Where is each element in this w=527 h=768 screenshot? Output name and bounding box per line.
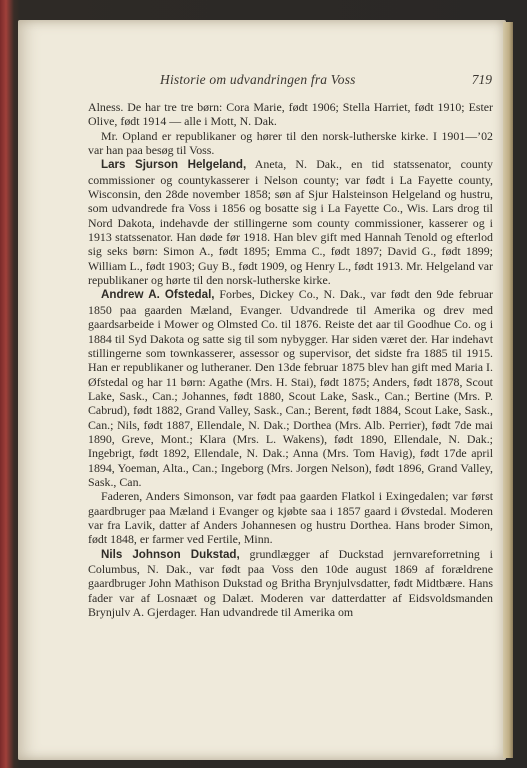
paragraph-faderen: Faderen, Anders Simonson, var født paa gaarden Flatkol i Exingedalen; var først gaardbruger paa Mæland i Evanger og kjøbte saa i 1857 gaard i Øvstedal. Moderen var fra Lavik, datter af Anders Johannesen og hustru Dorthea. Hans broder Simon, født 1848, er farmer ved Fertile, Minn.	[88, 489, 493, 547]
page-number: 719	[471, 72, 492, 87]
paragraph-opland: Mr. Opland er republikaner og hører til den norsk-lutherske kirke. I 1901—’02 var han paa besøg til Voss.	[88, 128, 493, 158]
entry-dukstad	[88, 547, 493, 620]
entry-text: Forbes, Dickey Co., N. Dak., var født den 9de februar 1850 paa gaarden Mæland, Evanger. Udvandrede til Amerika og drev med gaardsarbeide i Mower og Olmsted Co. til 1876. Reiste det aar til Goodhue Co. og i 1884 til Syd Dakota og satte sig til som nybygger. Har siden været der. Har indehavt stillingerne som townkasserer, assessor og supervisor, det sidste fra 1885 til 1915. Han er republikaner og lutheraner. Den 13de februar 1875 blev han gift med Maria I. Øfstedal og har 11 børn: Agathe (Mrs. H. Stai), født 1875; Anders, født 1878, Scout Lake, Sask., Can.; Johannes, født 1880, Scout Lake, Sask., Can.; Bertine (Mrs. P. Cabrud), født 1882, Grand Valley, Sask., Can.; Berent, født 1884, Scout Lake, Sask., Can.; Nils, født 1887, Ellendale, N. Dak.; Dorthea (Mrs. Alb. Perrier), født 7de mai 1890, Greve, Mont.; Klara (Mrs. L. Wakens), født 1890, Ellendale, N. Dak.; Ingebrigt, født 1892, Ellendale, N. Dak.; Anna (Mrs. Tom Havig), født 17de april 1894, Yoeman, Alta., Can.; Ingeborg (Mrs. Jorgen Nelson), født 1896, Grand Valley, Sask., Can.	[88, 287, 493, 489]
entry-ofstedal	[88, 287, 493, 489]
page-edges	[503, 22, 513, 758]
entry-name: Andrew A. Ofstedal,	[101, 288, 215, 302]
entry-text: grundlægger af Duckstad jernvareforretning i Columbus, N. Dak., var født paa Voss den 10de august 1869 af forældrene gaardbruger John Mathison Dukstad og Britha Brynjulvsdatter, født Midtbære. Hans fader var af Losnaæt og Dalæt. Moderen var datterdatter af Eidsvoldsmanden Brynjulv A. Gjerdager. Han udvandrede til Amerika om	[88, 546, 493, 620]
page-body	[88, 100, 493, 619]
entry-name: Lars Sjurson Helgeland,	[101, 158, 247, 172]
entry-name: Nils Johnson Dukstad,	[101, 547, 240, 561]
entry-text: Aneta, N. Dak., en tid statssenator, county commissioner og countykasserer i Nelson county; var født i La Fayette county, Wisconsin, den 28de november 1858; søn af Sjur Halsteinson Helgeland og hustru, som udvandrede fra Voss i 1856 og bosatte sig i La Fayette Co., Wis. Lars drog til Nord Dakota, indehavde der stillingerne som county commissioner, kasserer og i 1913 statssenator. Han døde før 1918. Han blev gift med Hannah Tenold og efterlod sig seks børn: Simon A., født 1895; Emma C., født 1897; David G., født 1899; William L., født 1903; Guy B., født 1909, og Henry L., født 1913. Mr. Helgeland var republikaner og hørte til den norsk-lutherske kirke.	[88, 157, 493, 288]
running-title: Historie om udvandringen fra Voss	[160, 72, 356, 87]
entry-helgeland	[88, 157, 493, 287]
paragraph-continuation: Alness. De har tre tre børn: Cora Marie, født 1906; Stella Harriet, født 1910; Ester Olive, født 1914 — alle i Mott, N. Dak.	[88, 100, 493, 129]
